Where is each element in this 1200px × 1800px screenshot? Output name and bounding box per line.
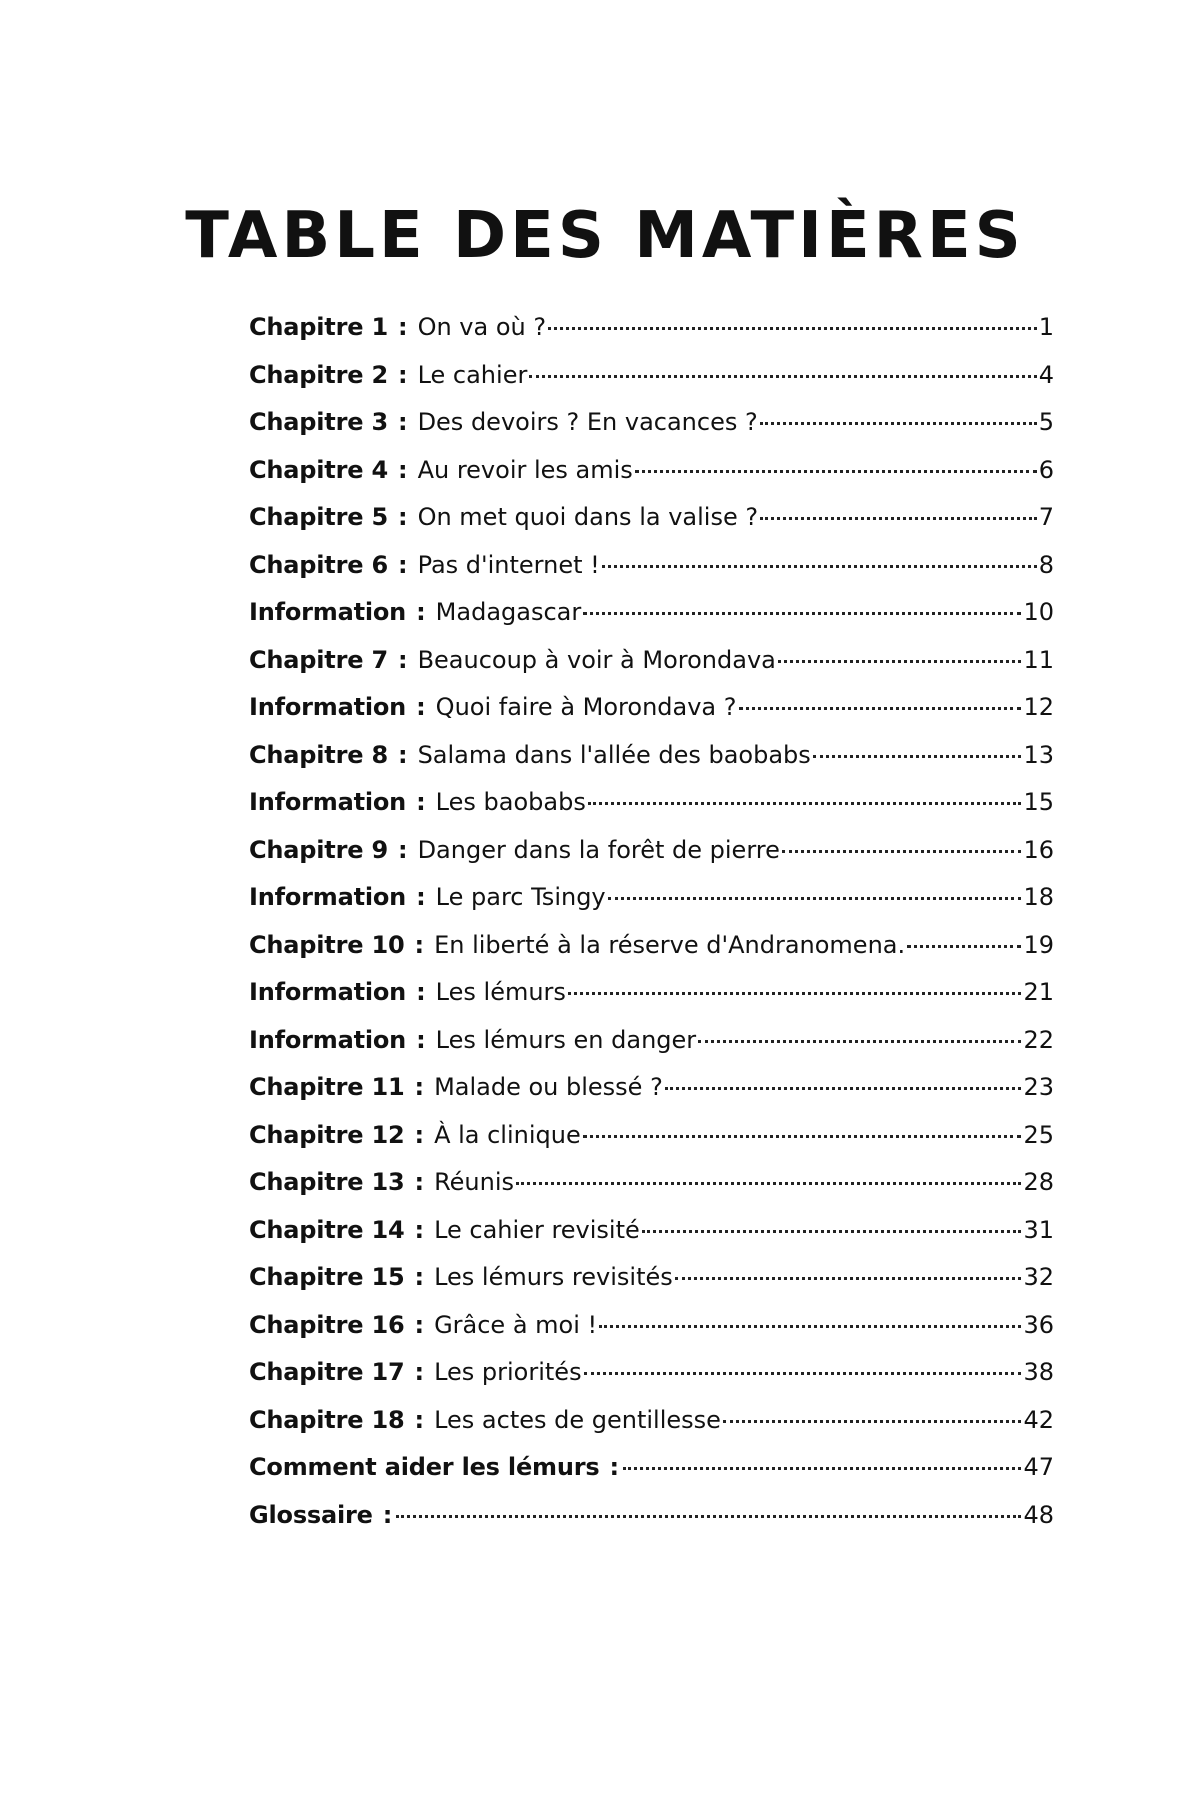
toc-entry-label: Comment aider les lémurs (249, 1453, 600, 1481)
toc-entry-leader (584, 1372, 1022, 1375)
toc-entry-separator: : (414, 1358, 425, 1386)
toc-entry-label: Chapitre 2 (249, 360, 388, 389)
toc-entry-page-number: 47 (1023, 1453, 1054, 1481)
toc-entry (249, 503, 1054, 551)
toc-entry-title: Les lémurs revisités (434, 1263, 673, 1291)
toc-entry-title: Au revoir les amis (417, 455, 633, 484)
toc-entry-leader (602, 565, 1037, 568)
toc-entry-title: Des devoirs ? En vacances ? (417, 408, 758, 436)
toc-entry-title: Réunis (434, 1168, 515, 1196)
table-of-contents (249, 313, 1054, 1548)
toc-entry-page-number: 16 (1023, 835, 1054, 864)
toc-entry (249, 1121, 1054, 1169)
toc-entry-label: Chapitre 12 (249, 1120, 405, 1149)
toc-entry-leader (623, 1467, 1021, 1470)
toc-entry-page-number: 8 (1038, 550, 1054, 579)
toc-entry-title: Les lémurs en danger (435, 1025, 697, 1054)
toc-entry-page-number: 36 (1023, 1310, 1054, 1339)
toc-entry-page-number: 12 (1023, 693, 1054, 721)
toc-entry (249, 1263, 1054, 1311)
toc-entry (249, 456, 1054, 504)
toc-entry-separator: : (397, 740, 408, 769)
toc-entry-page-number: 23 (1023, 1073, 1054, 1101)
toc-entry (249, 1311, 1054, 1359)
toc-entry-label: Information (249, 788, 407, 816)
toc-entry-label: Information (249, 883, 407, 911)
toc-entry-leader (583, 1135, 1022, 1138)
toc-entry-label: Chapitre 7 (249, 645, 388, 674)
toc-entry-separator: : (414, 1168, 425, 1196)
toc-entry-page-number: 25 (1023, 1120, 1054, 1149)
toc-entry-title: On va où ? (417, 313, 547, 341)
toc-entry-page-number: 48 (1023, 1500, 1054, 1529)
toc-entry-title: On met quoi dans la valise ? (417, 503, 759, 531)
toc-entry-leader (907, 945, 1021, 948)
toc-entry-label: Chapitre 15 (249, 1263, 405, 1291)
toc-entry-page-number: 31 (1023, 1215, 1054, 1244)
toc-entry-separator: : (397, 313, 408, 341)
toc-entry (249, 883, 1054, 931)
toc-entry-page-number: 38 (1023, 1358, 1054, 1386)
toc-entry-separator: : (414, 1263, 425, 1291)
toc-entry-title: Pas d'internet ! (417, 550, 600, 579)
toc-entry-label: Chapitre 14 (249, 1215, 405, 1244)
toc-entry-label: Information (249, 1025, 407, 1054)
toc-entry-page-number: 4 (1038, 360, 1054, 389)
toc-entry-leader (675, 1277, 1022, 1280)
toc-entry-leader (813, 755, 1022, 758)
toc-entry-label: Chapitre 9 (249, 835, 388, 864)
toc-entry-label: Chapitre 16 (249, 1310, 405, 1339)
toc-entry (249, 1168, 1054, 1216)
toc-entry-separator: : (414, 1073, 425, 1101)
toc-entry-page-number: 15 (1023, 788, 1054, 816)
toc-entry-label: Chapitre 5 (249, 503, 388, 531)
toc-entry-page-number: 22 (1023, 1025, 1054, 1054)
toc-entry (249, 361, 1054, 409)
toc-entry-label: Chapitre 1 (249, 313, 388, 341)
toc-entry (249, 408, 1054, 456)
toc-entry-leader (548, 327, 1037, 330)
toc-entry-leader (739, 707, 1022, 710)
toc-entry-title: Quoi faire à Morondava ? (435, 693, 737, 721)
toc-entry (249, 551, 1054, 599)
toc-entry-separator: : (397, 835, 408, 864)
toc-entry-title: À la clinique (434, 1120, 581, 1149)
toc-entry-leader (782, 850, 1022, 853)
toc-entry-leader (760, 517, 1037, 520)
toc-entry-leader (665, 1087, 1022, 1090)
toc-entry-leader (608, 897, 1022, 900)
toc-entry-leader (568, 992, 1022, 995)
toc-entry-separator: : (414, 930, 425, 959)
toc-entry-leader (516, 1182, 1021, 1185)
toc-entry-separator: : (416, 693, 426, 721)
toc-entry-leader (778, 660, 1022, 663)
toc-entry-page-number: 28 (1023, 1168, 1054, 1196)
toc-entry (249, 978, 1054, 1026)
toc-entry-label: Glossaire (249, 1500, 373, 1529)
toc-entry-leader (760, 422, 1037, 425)
toc-entry-page-number: 19 (1023, 930, 1054, 959)
toc-entry-leader (698, 1040, 1021, 1043)
toc-entry-page-number: 7 (1038, 503, 1054, 531)
toc-entry (249, 1453, 1054, 1501)
toc-entry-title: Les baobabs (435, 788, 586, 816)
toc-entry-separator: : (414, 1120, 425, 1149)
toc-entry (249, 788, 1054, 836)
toc-entry-leader (723, 1420, 1022, 1423)
toc-entry-title: Les lémurs (435, 978, 566, 1006)
toc-entry-separator: : (397, 455, 408, 484)
toc-entry-separator: : (397, 550, 408, 579)
toc-entry-label: Chapitre 17 (249, 1358, 405, 1386)
toc-entry-title: Madagascar (435, 598, 582, 626)
page-title: TABLE DES MATIÈRES (185, 199, 1025, 273)
toc-entry-title: Le cahier revisité (434, 1215, 640, 1244)
toc-entry (249, 1406, 1054, 1454)
toc-entry-separator: : (414, 1310, 425, 1339)
toc-entry-label: Chapitre 18 (249, 1405, 405, 1434)
toc-entry-title: Les actes de gentillesse (434, 1405, 721, 1434)
toc-entry-label: Chapitre 6 (249, 550, 388, 579)
toc-entry (249, 1358, 1054, 1406)
toc-entry-page-number: 42 (1023, 1405, 1054, 1434)
toc-entry-page-number: 18 (1023, 883, 1054, 911)
toc-entry-page-number: 10 (1023, 598, 1054, 626)
toc-entry (249, 598, 1054, 646)
toc-entry-page-number: 5 (1038, 408, 1054, 436)
toc-entry (249, 313, 1054, 361)
toc-entry-leader (396, 1515, 1021, 1518)
toc-entry-title: Beaucoup à voir à Morondava (417, 645, 776, 674)
toc-entry-page-number: 21 (1023, 978, 1054, 1006)
toc-entry-title: Danger dans la forêt de pierre (417, 835, 780, 864)
toc-entry-page-number: 13 (1023, 740, 1054, 769)
toc-entry-label: Information (249, 598, 407, 626)
toc-entry-title: Le cahier (417, 360, 528, 389)
toc-entry-title: En liberté à la réserve d'Andranomena. (434, 930, 906, 959)
toc-entry-title: Grâce à moi ! (434, 1310, 598, 1339)
toc-entry-label: Chapitre 3 (249, 408, 388, 436)
toc-entry-label: Chapitre 11 (249, 1073, 405, 1101)
toc-entry-title: Malade ou blessé ? (434, 1073, 663, 1101)
toc-entry (249, 693, 1054, 741)
toc-entry-separator: : (416, 1025, 426, 1054)
toc-entry-label: Chapitre 8 (249, 740, 388, 769)
toc-entry-leader (583, 612, 1021, 615)
toc-entry-separator: : (609, 1453, 620, 1481)
toc-entry-title: Le parc Tsingy (435, 883, 606, 911)
toc-entry-title: Salama dans l'allée des baobabs (417, 740, 811, 769)
toc-entry-separator: : (397, 503, 408, 531)
toc-entry (249, 1026, 1054, 1074)
toc-entry-separator: : (397, 645, 408, 674)
toc-entry (249, 931, 1054, 979)
toc-entry-separator: : (416, 978, 426, 1006)
toc-entry-label: Information (249, 978, 407, 1006)
toc-entry-page-number: 11 (1023, 645, 1054, 674)
toc-entry-separator: : (397, 360, 408, 389)
toc-entry-page-number: 32 (1023, 1263, 1054, 1291)
toc-entry-title: Les priorités (434, 1358, 582, 1386)
toc-entry-leader (599, 1325, 1021, 1328)
toc-entry-separator: : (397, 408, 408, 436)
toc-entry-leader (529, 375, 1036, 378)
toc-entry-leader (642, 1230, 1022, 1233)
toc-entry-separator: : (382, 1500, 393, 1529)
toc-entry (249, 646, 1054, 694)
toc-entry-leader (588, 802, 1022, 805)
toc-entry-separator: : (414, 1215, 425, 1244)
toc-entry (249, 1216, 1054, 1264)
toc-entry-separator: : (416, 598, 426, 626)
toc-entry (249, 741, 1054, 789)
toc-entry-separator: : (414, 1405, 425, 1434)
toc-entry-label: Information (249, 693, 407, 721)
toc-entry-label: Chapitre 13 (249, 1168, 405, 1196)
toc-entry-label: Chapitre 10 (249, 930, 405, 959)
toc-entry-separator: : (416, 788, 426, 816)
toc-entry-label: Chapitre 4 (249, 455, 388, 484)
toc-entry (249, 836, 1054, 884)
toc-entry (249, 1501, 1054, 1549)
toc-entry-leader (635, 470, 1037, 473)
toc-entry-page-number: 6 (1038, 455, 1054, 484)
toc-entry (249, 1073, 1054, 1121)
toc-entry-separator: : (416, 883, 426, 911)
toc-entry-page-number: 1 (1038, 313, 1054, 341)
